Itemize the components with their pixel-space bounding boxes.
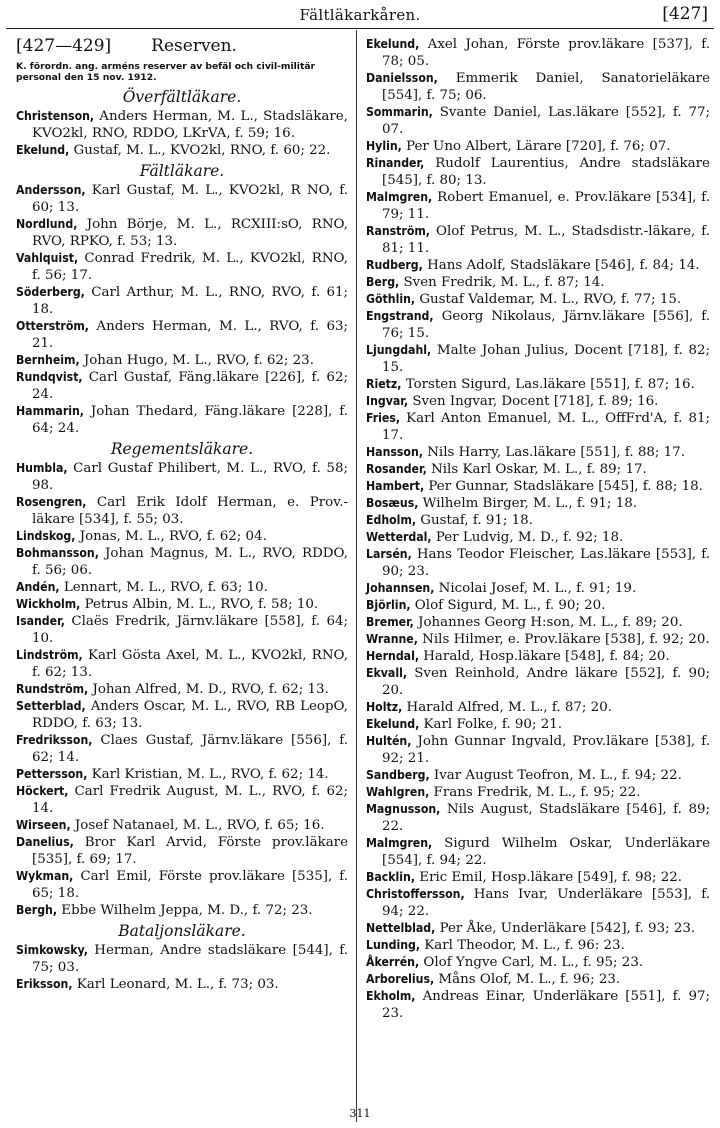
entry-surname: Ekelund,: [16, 143, 70, 157]
entry-details: Malte Johan Julius, Docent [718], f. 82; 15.: [382, 343, 710, 375]
entry-surname: Wahlgren,: [366, 785, 430, 799]
entry-surname: Magnusson,: [366, 802, 441, 816]
entry-surname: Rundström,: [16, 682, 89, 696]
list-item: [366, 70, 710, 104]
entry-details: Gustaf, f. 91; 18.: [416, 513, 533, 528]
entry-surname: Ranström,: [366, 224, 430, 238]
list-item: [366, 274, 710, 291]
entry-details: Olof Sigurd, M. L., f. 90; 20.: [410, 598, 606, 613]
entry-surname: Pettersson,: [16, 767, 88, 781]
list-item: [16, 783, 348, 817]
entry-surname: Vahlquist,: [16, 251, 79, 265]
list-item: [366, 920, 710, 937]
page-number: [427]: [662, 4, 708, 24]
entry-details: Carl Gustaf, Fäng.läkare [226], f. 62; 24.: [32, 370, 348, 402]
entry-surname: Ekvall,: [366, 666, 408, 680]
entry-surname: Hansson,: [366, 445, 423, 459]
entry-surname: Sandberg,: [366, 768, 430, 782]
entry-details: Herman, Andre stadsläkare [544], f. 75; 03.: [32, 943, 348, 975]
entry-surname: Humbla,: [16, 461, 68, 475]
entry-surname: Rietz,: [366, 377, 402, 391]
entry-surname: Rosander,: [366, 462, 427, 476]
list-item: [366, 291, 710, 308]
list-item: [366, 461, 710, 478]
list-item: [16, 732, 348, 766]
entry-details: Anders Herman, M. L., RVO, f. 63; 21.: [32, 319, 348, 351]
list-item: [366, 342, 710, 376]
entry-details: Georg Nikolaus, Järnv.läkare [556], f. 76; 15.: [382, 309, 710, 341]
list-item: [366, 104, 710, 138]
entry-surname: Eriksson,: [16, 977, 73, 991]
entry-surname: Wickholm,: [16, 597, 81, 611]
list-item: [366, 733, 710, 767]
entry-details: Robert Emanuel, e. Prov.läkare [534], f. 79; 11.: [382, 190, 710, 222]
list-item: [366, 988, 710, 1022]
list-item: [366, 869, 710, 886]
entry-details: Claes Gustaf, Järnv.läkare [556], f. 62; 14.: [32, 733, 348, 765]
list-item: [366, 835, 710, 869]
entry-surname: Hultén,: [366, 734, 412, 748]
entry-surname: Nettelblad,: [366, 921, 436, 935]
entry-surname: Berg,: [366, 275, 400, 289]
entry-surname: Bernheim,: [16, 353, 80, 367]
entry-details: Ebbe Wilhelm Jeppa, M. D., f. 72; 23.: [57, 903, 313, 918]
rank-heading: Överfältläkare.: [122, 88, 242, 106]
list-item: [366, 223, 710, 257]
entry-details: Måns Olof, M. L., f. 96; 23.: [434, 972, 621, 987]
list-item: [16, 579, 348, 596]
rank-heading: Bataljonsläkare.: [118, 922, 246, 940]
entry-details: Gustaf, M. L., KVO2kl, RNO, f. 60; 22.: [69, 143, 331, 158]
entry-details: Wilhelm Birger, M. L., f. 91; 18.: [418, 496, 637, 511]
entry-details: Nils Karl Oskar, M. L., f. 89; 17.: [426, 462, 647, 477]
entry-details: Frans Fredrik, M. L., f. 95; 22.: [429, 785, 641, 800]
list-item: [366, 665, 710, 699]
entry-details: Johan Magnus, M. L., RVO, RDDO, f. 56; 06.: [32, 546, 348, 578]
list-item: [16, 142, 348, 159]
entry-details: Nils Hilmer, e. Prov.läkare [538], f. 92; 20.: [417, 632, 710, 647]
entry-details: Petrus Albin, M. L., RVO, f. 58; 10.: [80, 597, 319, 612]
entry-details: Hans Adolf, Stadsläkare [546], f. 84; 14.: [422, 258, 700, 273]
entry-details: Conrad Fredrik, M. L., KVO2kl, RNO, f. 56; 17.: [32, 251, 348, 283]
list-item: [366, 699, 710, 716]
entry-surname: Engstrand,: [366, 309, 434, 323]
list-item: [366, 308, 710, 342]
entry-details: Nicolai Josef, M. L., f. 91; 19.: [434, 581, 637, 596]
entry-surname: Ekelund,: [366, 717, 420, 731]
entry-details: Torsten Sigurd, Las.läkare [551], f. 87; 16.: [401, 377, 695, 392]
list-item: [16, 545, 348, 579]
list-item: [16, 250, 348, 284]
entry-surname: Göthlin,: [366, 292, 416, 306]
entry-surname: Fries,: [366, 411, 401, 425]
entry-details: Johan Hugo, M. L., RVO, f. 62; 23.: [79, 353, 314, 368]
list-item: [366, 767, 710, 784]
list-item: [366, 495, 710, 512]
list-item: [16, 182, 348, 216]
entry-surname: Isander,: [16, 614, 65, 628]
entry-surname: Setterblad,: [16, 699, 86, 713]
list-item: [16, 596, 348, 613]
entry-surname: Rosengren,: [16, 495, 87, 509]
entry-details: Lennart, M. L., RVO, f. 63; 10.: [59, 580, 268, 595]
right-entries: [366, 36, 710, 1022]
entry-details: Nils August, Stadsläkare [546], f. 89; 22.: [382, 802, 710, 834]
list-item: [16, 942, 348, 976]
list-item: [366, 631, 710, 648]
entry-surname: Bergh,: [16, 903, 58, 917]
entry-details: Karl Kristian, M. L., RVO, f. 62; 14.: [87, 767, 329, 782]
list-item: [366, 614, 710, 631]
section-title: Reserven.: [151, 36, 237, 56]
entry-details: Gustaf Valdemar, M. L., RVO, f. 77; 15.: [415, 292, 682, 307]
entry-surname: Arborelius,: [366, 972, 435, 986]
list-item: [366, 597, 710, 614]
entry-surname: Ingvar,: [366, 394, 409, 408]
entry-surname: Larsén,: [366, 547, 412, 561]
entry-surname: Bosæus,: [366, 496, 419, 510]
entry-details: Ivar August Teofron, M. L., f. 94; 22.: [429, 768, 682, 783]
list-item: [366, 886, 710, 920]
entry-details: Claës Fredrik, Järnv.läkare [558], f. 64; 10.: [32, 614, 348, 646]
list-item: [16, 681, 348, 698]
entry-surname: Simkowsky,: [16, 943, 88, 957]
list-item: [366, 155, 710, 189]
entry-details: Johan Thedard, Fäng.läkare [228], f. 64; 24.: [32, 404, 348, 436]
entry-details: Per Uno Albert, Lärare [720], f. 76; 07.: [401, 139, 671, 154]
entry-details: Rudolf Laurentius, Andre stadsläkare [545], f. 80; 13.: [382, 156, 710, 188]
entry-details: Olof Petrus, M. L., Stadsdistr.-läkare, f. 81; 11.: [382, 224, 710, 256]
list-item: [366, 801, 710, 835]
entry-surname: Wetterdal,: [366, 530, 432, 544]
list-item: [366, 138, 710, 155]
list-item: [16, 698, 348, 732]
entry-surname: Wirseen,: [16, 818, 71, 832]
entry-details: Johannes Georg H:son, M. L., f. 89; 20.: [413, 615, 683, 630]
list-item: [16, 403, 348, 437]
list-item: [16, 868, 348, 902]
entry-details: Eric Emil, Hosp.läkare [549], f. 98; 22.: [415, 870, 683, 885]
right-column: [366, 36, 710, 1022]
list-item: [366, 410, 710, 444]
entry-surname: Otterström,: [16, 319, 89, 333]
entry-surname: Backlin,: [366, 870, 416, 884]
entry-details: Josef Natanael, M. L., RVO, f. 65; 16.: [70, 818, 325, 833]
entry-details: Carl Arthur, M. L., RNO, RVO, f. 61; 18.: [32, 285, 348, 317]
entry-surname: Bohmansson,: [16, 546, 99, 560]
entry-surname: Malmgren,: [366, 190, 433, 204]
entry-surname: Ekholm,: [366, 989, 416, 1003]
running-title: Fältläkarkåren.: [299, 6, 421, 24]
entry-surname: Lindström,: [16, 648, 83, 662]
list-item: [16, 369, 348, 403]
list-item: [16, 766, 348, 783]
entry-surname: Söderberg,: [16, 285, 85, 299]
entry-surname: Danielsson,: [366, 71, 438, 85]
entry-surname: Sommarin,: [366, 105, 433, 119]
list-item: [366, 529, 710, 546]
left-groups: [16, 89, 348, 993]
entry-details: Carl Erik Idolf Herman, e. Prov.-läkare [534], f. 55; 03.: [32, 495, 348, 527]
list-item: [366, 546, 710, 580]
list-item: [366, 648, 710, 665]
column-divider: [356, 30, 357, 1122]
entry-surname: Hylin,: [366, 139, 402, 153]
header-rule: [6, 28, 714, 29]
entry-details: Nils Harry, Las.läkare [551], f. 88; 17.: [422, 445, 685, 460]
entry-surname: Edholm,: [366, 513, 417, 527]
list-item: [366, 784, 710, 801]
section-note: K. förordn. ang. arméns reserver av befäl och civil-militär personal den 15 nov. 1912.: [16, 61, 316, 83]
section-heading: [16, 38, 348, 55]
entry-surname: Björlin,: [366, 598, 411, 612]
entry-details: Karl Folke, f. 90; 21.: [419, 717, 563, 732]
list-item: [16, 613, 348, 647]
list-item: [16, 216, 348, 250]
entry-details: Olof Yngve Carl, M. L., f. 95; 23.: [419, 955, 644, 970]
left-column: [16, 36, 348, 993]
list-item: [366, 444, 710, 461]
entry-details: Carl Fredrik August, M. L., RVO, f. 62; 14.: [32, 784, 348, 816]
entry-details: Karl Theodor, M. L., f. 96: 23.: [420, 938, 625, 953]
entry-details: Hans Teodor Fleischer, Las.läkare [553], f. 90; 23.: [382, 547, 710, 579]
entry-surname: Rundqvist,: [16, 370, 83, 384]
entry-surname: Wranne,: [366, 632, 418, 646]
entry-details: Andreas Einar, Underläkare [551], f. 97; 23.: [382, 989, 710, 1021]
entry-details: Karl Gustaf, M. L., KVO2kl, R NO, f. 60; 13.: [32, 183, 348, 215]
list-item: [16, 318, 348, 352]
list-item: [366, 393, 710, 410]
entry-surname: Ekelund,: [366, 37, 420, 51]
entry-surname: Lindskog,: [16, 529, 76, 543]
list-item: [16, 284, 348, 318]
entry-details: Per Åke, Underläkare [542], f. 93; 23.: [435, 921, 696, 936]
list-item: [16, 647, 348, 681]
entry-surname: Holtz,: [366, 700, 403, 714]
entry-details: Axel Johan, Förste prov.läkare [537], f. 78; 05.: [382, 37, 710, 69]
entry-details: Svante Daniel, Las.läkare [552], f. 77; 07.: [382, 105, 710, 137]
entry-details: Harald, Hosp.läkare [548], f. 84; 20.: [419, 649, 670, 664]
entry-details: Carl Emil, Förste prov.läkare [535], f. 65; 18.: [32, 869, 348, 901]
entry-surname: Johannsen,: [366, 581, 435, 595]
entry-details: Anders Oscar, M. L., RVO, RB LeopO, RDDO, f. 63; 13.: [32, 699, 348, 731]
entry-details: Harald Alfred, M. L., f. 87; 20.: [402, 700, 612, 715]
entry-details: John Börje, M. L., RCXIII:sO, RNO, RVO, RPKO, f. 53; 13.: [32, 217, 348, 249]
list-item: [16, 108, 348, 142]
entry-surname: Andersson,: [16, 183, 86, 197]
entry-details: Sigurd Wilhelm Oskar, Underläkare [554], f. 94; 22.: [382, 836, 710, 868]
entry-details: Sven Fredrik, M. L., f. 87; 14.: [399, 275, 605, 290]
list-item: [366, 478, 710, 495]
list-item: [366, 376, 710, 393]
entry-surname: Höckert,: [16, 784, 69, 798]
list-item: [16, 902, 348, 919]
list-item: [16, 460, 348, 494]
entry-details: Karl Anton Emanuel, M. L., OffFrd'A, f. 81; 17.: [382, 411, 710, 443]
entry-details: Hans Ivar, Underläkare [553], f. 94; 22.: [382, 887, 710, 919]
list-item: [16, 976, 348, 993]
section-range: [427—429]: [16, 36, 112, 56]
entry-surname: Åkerrén,: [366, 955, 420, 969]
list-item: [366, 716, 710, 733]
entry-surname: Bremer,: [366, 615, 414, 629]
rank-heading: Fältläkare.: [139, 162, 225, 180]
list-item: [366, 971, 710, 988]
entry-details: John Gunnar Ingvald, Prov.läkare [538], f. 92; 21.: [382, 734, 710, 766]
list-item: [366, 512, 710, 529]
entry-details: Karl Leonard, M. L., f. 73; 03.: [72, 977, 279, 992]
entry-surname: Fredriksson,: [16, 733, 93, 747]
entry-surname: Hambert,: [366, 479, 425, 493]
entry-surname: Malmgren,: [366, 836, 433, 850]
list-item: [16, 817, 348, 834]
list-item: [366, 257, 710, 274]
list-item: [16, 528, 348, 545]
entry-surname: Andén,: [16, 580, 60, 594]
entry-surname: Danelius,: [16, 835, 74, 849]
entry-details: Carl Gustaf Philibert, M. L., RVO, f. 58; 98.: [32, 461, 348, 493]
list-item: [16, 352, 348, 369]
entry-surname: Nordlund,: [16, 217, 78, 231]
entry-details: Per Gunnar, Stadsläkare [545], f. 88; 18.: [424, 479, 703, 494]
entry-details: Emmerik Daniel, Sanatorieläkare [554], f. 75; 06.: [382, 71, 710, 103]
entry-surname: Lunding,: [366, 938, 421, 952]
entry-surname: Herndal,: [366, 649, 419, 663]
rank-heading: Regementsläkare.: [110, 440, 254, 458]
entry-details: Karl Gösta Axel, M. L., KVO2kl, RNO, f. 62; 13.: [32, 648, 348, 680]
list-item: [366, 189, 710, 223]
entry-surname: Wykman,: [16, 869, 74, 883]
entry-surname: Rudberg,: [366, 258, 423, 272]
entry-surname: Hammarin,: [16, 404, 84, 418]
entry-details: Sven Ingvar, Docent [718], f. 89; 16.: [408, 394, 659, 409]
entry-surname: Ljungdahl,: [366, 343, 432, 357]
list-item: [16, 834, 348, 868]
entry-details: Johan Alfred, M. D., RVO, f. 62; 13.: [88, 682, 329, 697]
entry-surname: Rinander,: [366, 156, 425, 170]
list-item: [366, 937, 710, 954]
entry-details: Bror Karl Arvid, Förste prov.läkare [535], f. 69; 17.: [32, 835, 348, 867]
list-item: [366, 36, 710, 70]
page-folio: 311: [349, 1107, 371, 1120]
entry-details: Per Ludvig, M. D., f. 92; 18.: [431, 530, 624, 545]
list-item: [16, 494, 348, 528]
entry-details: Jonas, M. L., RVO, f. 62; 04.: [75, 529, 267, 544]
list-item: [366, 954, 710, 971]
list-item: [366, 580, 710, 597]
entry-details: Sven Reinhold, Andre läkare [552], f. 90; 20.: [382, 666, 710, 698]
entry-surname: Christenson,: [16, 109, 95, 123]
entry-surname: Christoffersson,: [366, 887, 465, 901]
entry-details: Anders Herman, M. L., Stadsläkare, KVO2kl, RNO, RDDO, LKrVA, f. 59; 16.: [32, 109, 348, 141]
